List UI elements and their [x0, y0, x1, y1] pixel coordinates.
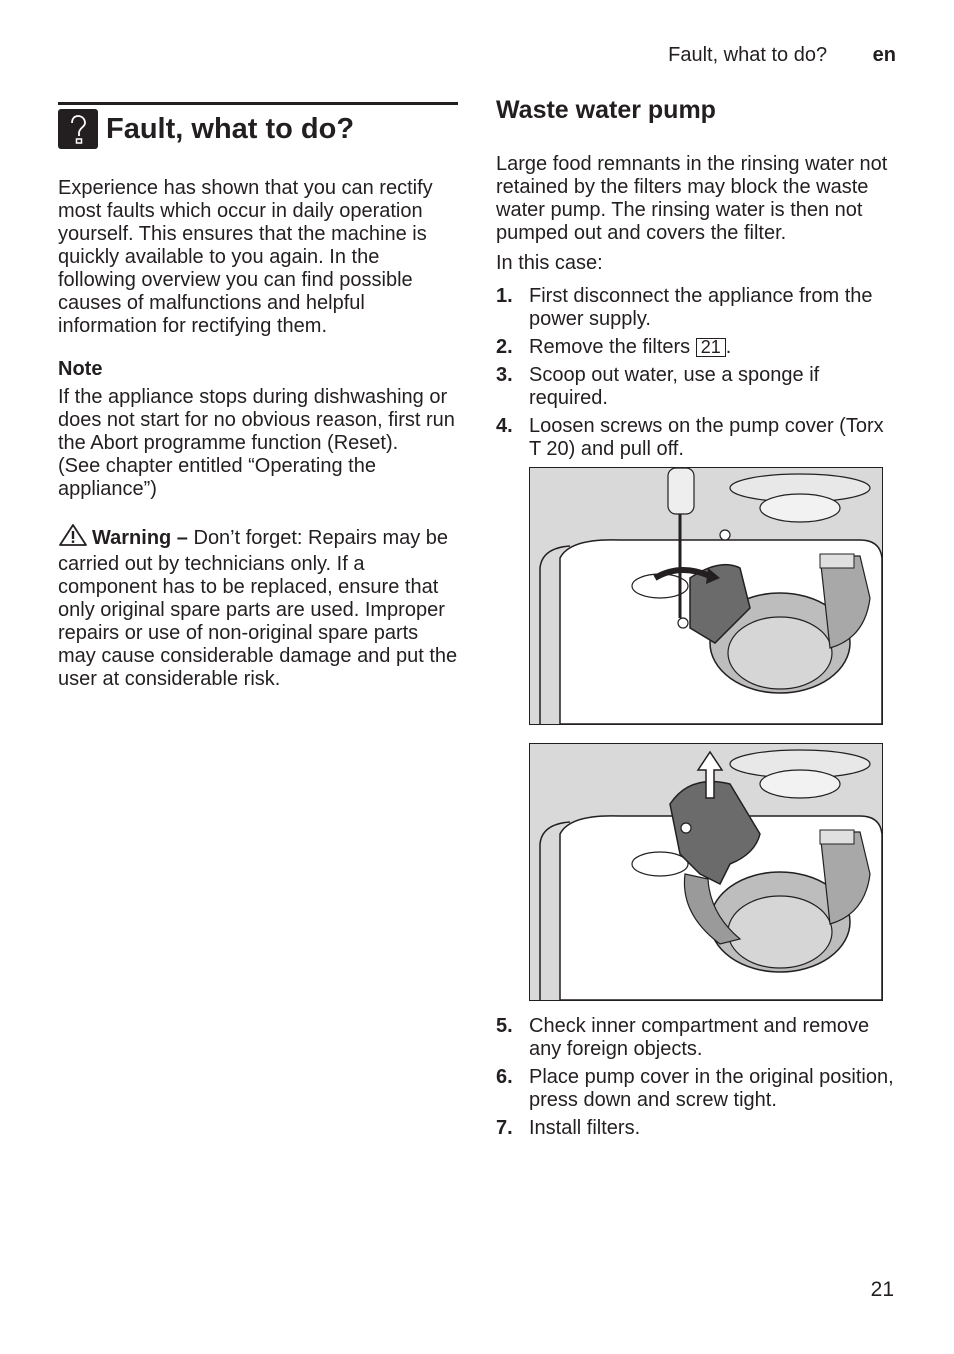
- page-title: Fault, what to do?: [106, 112, 355, 145]
- right-column: [496, 96, 896, 1145]
- question-mark-icon: [58, 109, 98, 149]
- in-this-case: In this case:: [496, 252, 603, 274]
- pump-cover-removal-illustration: [529, 743, 883, 1001]
- header-language: en: [872, 44, 896, 66]
- section-title: [58, 102, 458, 149]
- page-header: [668, 44, 896, 67]
- figure-reference: 21: [696, 338, 726, 357]
- header-title: Fault, what to do?: [668, 44, 828, 66]
- list-item: 6. Place pump cover in the original position, press down and screw tight.: [496, 1066, 894, 1111]
- pump-cover-screw-illustration: [529, 467, 883, 725]
- list-item: 5. Check inner compartment and remove any foreign objects.: [496, 1015, 870, 1060]
- list-item: 1. First disconnect the appliance from the power supply.: [496, 285, 873, 330]
- list-item: 2. Remove the filters 21 .: [496, 336, 732, 358]
- note-text: If the appliance stops during dishwashing or does not start for no obvious reason, first run the Abort programme function (Reset).: [58, 386, 455, 454]
- section-heading: Waste water pump: [496, 96, 716, 124]
- note-label: Note: [58, 358, 103, 380]
- warning-text: Don’t forget: Repairs may be carried out by technicians only. If a component has to be replaced, ensure that only original spare parts are used. Improper repairs or use of non-original spare parts may cause considerable damage and put the user at considerable risk.: [58, 527, 458, 690]
- warning-paragraph: [58, 523, 458, 691]
- intro-paragraph: Experience has shown that you can rectify most faults which occur in daily operation yourself. This ensures that the machine is quickly available to you again. In the following overview you can find possible causes of malfunctions and helpful information for rectifying them.: [58, 177, 433, 337]
- steps-list-2: [496, 1015, 896, 1140]
- warning-triangle-icon: [58, 523, 88, 553]
- list-item: 7. Install filters.: [496, 1117, 641, 1139]
- steps-list-1: [496, 285, 896, 461]
- note-reference: (See chapter entitled “Operating the appliance”): [58, 455, 376, 500]
- page-number: 21: [870, 1278, 894, 1301]
- list-item: 3. Scoop out water, use a sponge if required.: [496, 364, 820, 409]
- left-column: [58, 102, 458, 691]
- warning-label: Warning –: [92, 527, 188, 549]
- list-item: 4. Loosen screws on the pump cover (Torx T 20) and pull off.: [496, 415, 884, 460]
- pump-description: Large food remnants in the rinsing water not retained by the filters may block the waste water pump. The rinsing water is then not pumped out and covers the filter.: [496, 153, 888, 244]
